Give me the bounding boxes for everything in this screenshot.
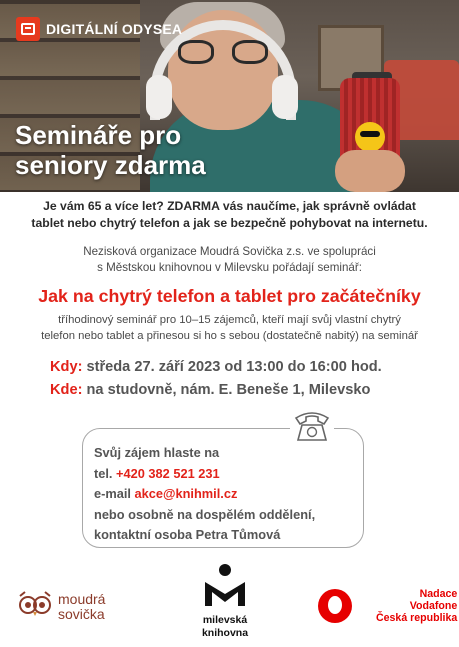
vodafone-line1: Nadace	[419, 588, 458, 600]
vodafone-line2: Vodafone	[409, 600, 458, 612]
event-where	[50, 382, 370, 398]
vodafone-line3: Česká republika	[376, 612, 458, 624]
seminar-description	[5, 312, 454, 344]
organizer-text	[10, 244, 449, 276]
sovicka-logo	[17, 590, 105, 624]
contact-lines	[94, 443, 315, 546]
contact-phone-row	[94, 464, 315, 485]
organizer-line1: Nezisková organizace Moudrá Sovička z.s. ve spolupráci	[83, 245, 376, 258]
senior-hand	[335, 150, 405, 192]
email-prefix: e-mail	[94, 486, 135, 501]
organizer-line2: s Městskou knihovnou v Milevsku pořádají seminář:	[97, 261, 362, 274]
contact-line5: kontaktní osoba Petra Tůmová	[94, 527, 281, 542]
seminar-desc-line2: telefon nebo tablet a přinesou si ho s sebou (dostatečně nabitý) na seminář	[41, 330, 418, 342]
seminar-desc-line1: tříhodinový seminář pro 10–15 zájemců, kteří mají svůj vlastní chytrý	[58, 314, 401, 326]
glasses-icon	[178, 40, 268, 66]
phone-prefix: tel.	[94, 465, 117, 481]
library-line2: knihovna	[201, 627, 249, 639]
hero-title-line1: Semináře pro	[15, 120, 182, 150]
vodafone-icon	[318, 589, 352, 623]
hero-title	[15, 120, 206, 180]
contact-email-row	[94, 484, 315, 505]
headphone-cup-left	[146, 75, 172, 119]
phone-number-link[interactable]: +420 382 521 231	[116, 465, 220, 481]
owl-icon	[17, 590, 53, 624]
library-logo	[190, 562, 260, 639]
when-value: středa 27. září 2023 od 13:00 do 16:00 hod.	[82, 359, 382, 375]
brand-logo	[16, 17, 182, 41]
when-label: Kdy:	[50, 359, 83, 375]
seminar-title: Jak na chytrý telefon a tablet pro začátečníky	[38, 286, 421, 306]
intro-line1: Je vám 65 a více let? ZDARMA vás naučíme, jak správně ovládat	[43, 199, 416, 213]
contact-line1: Svůj zájem hlaste na	[94, 445, 220, 460]
sovicka-name	[58, 592, 105, 622]
email-link[interactable]: akce@knihmil.cz	[134, 486, 238, 501]
contact-line4: nebo osobně na dospělém oddělení,	[94, 506, 316, 522]
library-line1: milevská	[202, 614, 248, 626]
sovicka-line1: moudrá	[58, 591, 106, 607]
vodafone-foundation-name	[376, 588, 457, 624]
headphone-cup-right	[272, 75, 298, 119]
library-mark-icon	[200, 562, 250, 608]
vodafone-foundation-logo	[318, 588, 457, 624]
hero-title-line2: seniory zdarma	[15, 150, 206, 180]
where-value: na studovně, nám. E. Beneše 1, Milevsko	[82, 382, 371, 398]
event-when	[50, 359, 382, 375]
telephone-icon	[290, 404, 334, 448]
hero-photo	[0, 0, 459, 192]
intro-line2: tablet nebo chytrý telefon a jak se bezpečně pohybovat na internetu.	[31, 216, 428, 230]
brand-mark-icon	[16, 17, 40, 41]
intro-text	[10, 198, 449, 232]
sovicka-line2: sovička	[58, 606, 105, 622]
where-label: Kde:	[50, 382, 83, 398]
brand-name: DIGITÁLNÍ ODYSEA	[46, 21, 183, 37]
sunglasses-emoji-icon	[355, 122, 385, 152]
